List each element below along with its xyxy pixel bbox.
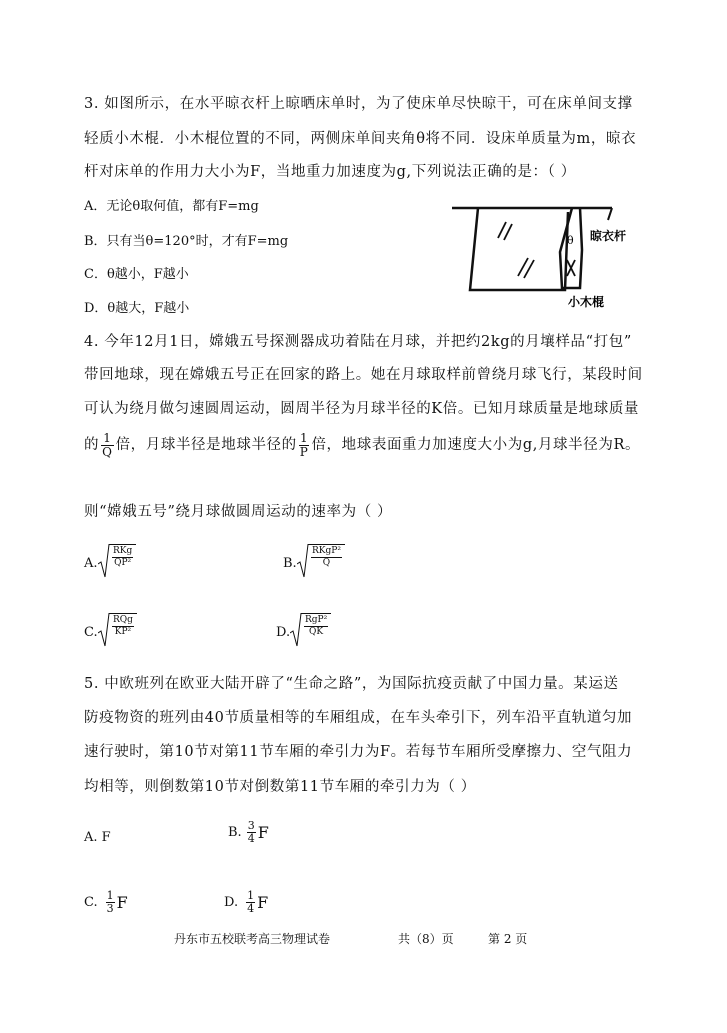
label-wooden-stick: 小木棍 xyxy=(568,295,605,309)
footer-page-number: 第 2 页 xyxy=(488,932,528,946)
q3-figure xyxy=(450,200,630,312)
q3-option-a: A．无论θ取何值，都有F=mg xyxy=(84,199,259,214)
q5-option-d xyxy=(224,890,268,914)
radicand-denominator: QP² xyxy=(114,557,132,568)
q4-stem-line-1: 4. 今年12月1日，嫦娥五号探测器成功着陆在月球，并把约2kg的月壤样品“打包” xyxy=(84,334,632,350)
radicand xyxy=(309,544,345,578)
theta-label: θ xyxy=(567,234,574,247)
q3-stem-line-1: 3. 如图所示，在水平晾衣杆上晾晒床单时，为了使床单尽快晾干，可在床单间支撑 xyxy=(84,96,633,112)
radicand-denominator: QK xyxy=(309,626,324,637)
q4-option-d-label: D. xyxy=(276,625,291,640)
fraction-denominator: 4 xyxy=(247,831,255,845)
fraction-numerator: 1 xyxy=(299,431,309,445)
fraction-numerator: 1 xyxy=(106,889,114,902)
option-label: C. xyxy=(84,894,98,910)
q3-option-b: B．只有当θ=120°时，才有F=mg xyxy=(84,234,289,249)
fraction-1-over-q xyxy=(101,432,113,458)
q5-option-b xyxy=(228,820,269,844)
q4-stem-line-2: 带回地球，现在嫦娥五号正在回家的路上。她在月球取样前曾绕月球飞行，某段时间 xyxy=(84,367,643,383)
q4-option-b-sqrt xyxy=(297,544,345,578)
q4-stem-line-4 xyxy=(84,432,640,458)
fraction-3-over-4 xyxy=(247,820,256,844)
radicand xyxy=(110,613,137,647)
fraction-denominator: 3 xyxy=(106,901,114,915)
q5-option-c xyxy=(84,890,128,914)
fraction-1-over-4 xyxy=(246,890,255,914)
option-label: B. xyxy=(228,824,242,840)
radicand xyxy=(302,613,331,647)
fraction-denominator: P xyxy=(299,444,309,459)
q4-option-a-sqrt xyxy=(98,544,136,578)
q3-stem-line-2: 轻质小木棍．小木棍位置的不同，两侧床单间夹角θ将不同．设床单质量为m，晾衣 xyxy=(84,131,637,147)
q5-option-a: A. F xyxy=(84,830,111,845)
sqrt-sign-icon xyxy=(98,613,110,647)
radicand xyxy=(110,544,136,578)
option-label: D. xyxy=(224,894,239,910)
option-tail: F xyxy=(257,892,269,912)
shading-mark xyxy=(498,222,506,238)
q4-stem-line-3: 可认为绕月做匀速圆周运动，圆周半径为月球半径的K倍。已知月球质量是地球质量 xyxy=(84,401,640,417)
radicand-numerator: RKgP² xyxy=(312,546,341,556)
bedsheet-left-panel xyxy=(470,208,568,290)
option-tail: F xyxy=(257,822,269,842)
radicand-denominator: Q xyxy=(322,557,331,568)
q5-stem-line-2: 防疫物资的班列由40节质量相等的车厢组成，在车头牵引下，列车沿平直轨道匀加 xyxy=(84,710,633,726)
q4-text-segment: 倍，月球半径是地球半径的 xyxy=(115,437,297,454)
q5-stem-line-3: 速行驶时，第10节对第11节车厢的牵引力为F。若每节车厢所受摩擦力、空气阻力 xyxy=(84,744,633,760)
q4-option-b-label: B. xyxy=(283,556,297,571)
q4-option-d-sqrt xyxy=(290,613,331,647)
q4-text-segment: 的 xyxy=(84,437,100,454)
q5-stem-line-4: 均相等，则倒数第10节对倒数第11节车厢的牵引力为（ ） xyxy=(84,779,476,795)
fraction-numerator: 1 xyxy=(101,432,113,446)
radicand-numerator: RKg xyxy=(113,546,133,556)
footer-title: 丹东市五校联考高三物理试卷 xyxy=(174,932,331,946)
q4-option-c-sqrt xyxy=(98,613,137,647)
fraction-numerator: 3 xyxy=(247,819,255,832)
footer-total-pages: 共（8）页 xyxy=(398,932,454,946)
q3-option-d: D．θ越大，F越小 xyxy=(84,301,190,316)
fraction-denominator: Q xyxy=(102,444,113,459)
q4-text-segment: 倍，地球表面重力加速度大小为g,月球半径为R。 xyxy=(311,437,641,454)
option-tail: F xyxy=(116,892,128,912)
q4-stem-line-5: 则“嫦娥五号”绕月球做圆周运动的速率为（ ） xyxy=(84,504,393,520)
sqrt-sign-icon xyxy=(297,544,309,578)
q3-stem-line-3: 杆对床单的作用力大小为F，当地重力加速度为g,下列说法正确的是：（ ） xyxy=(84,164,576,180)
fraction-1-over-p xyxy=(299,432,310,458)
q4-option-c-label: C. xyxy=(84,625,98,640)
fraction-1-over-3 xyxy=(106,890,115,914)
radicand-numerator: RgP² xyxy=(305,615,328,625)
q3-option-c: C．θ越小，F越小 xyxy=(84,267,189,282)
radicand-denominator: KP² xyxy=(114,626,132,637)
sqrt-sign-icon xyxy=(290,613,302,647)
bedsheet-right-panel xyxy=(560,208,582,288)
shading-mark xyxy=(504,224,512,240)
q4-option-a-label: A. xyxy=(84,556,98,571)
fraction-denominator: 4 xyxy=(247,901,255,915)
drying-pole-end xyxy=(608,208,612,220)
fraction-numerator: 1 xyxy=(247,889,255,902)
radicand-numerator: RQg xyxy=(113,615,133,625)
q5-stem-line-1: 5. 中欧班列在欧亚大陆开辟了“生命之路”，为国际抗疫贡献了中国力量。某运送 xyxy=(84,676,619,692)
label-drying-pole: 晾衣杆 xyxy=(590,229,627,243)
sqrt-sign-icon xyxy=(98,544,110,578)
